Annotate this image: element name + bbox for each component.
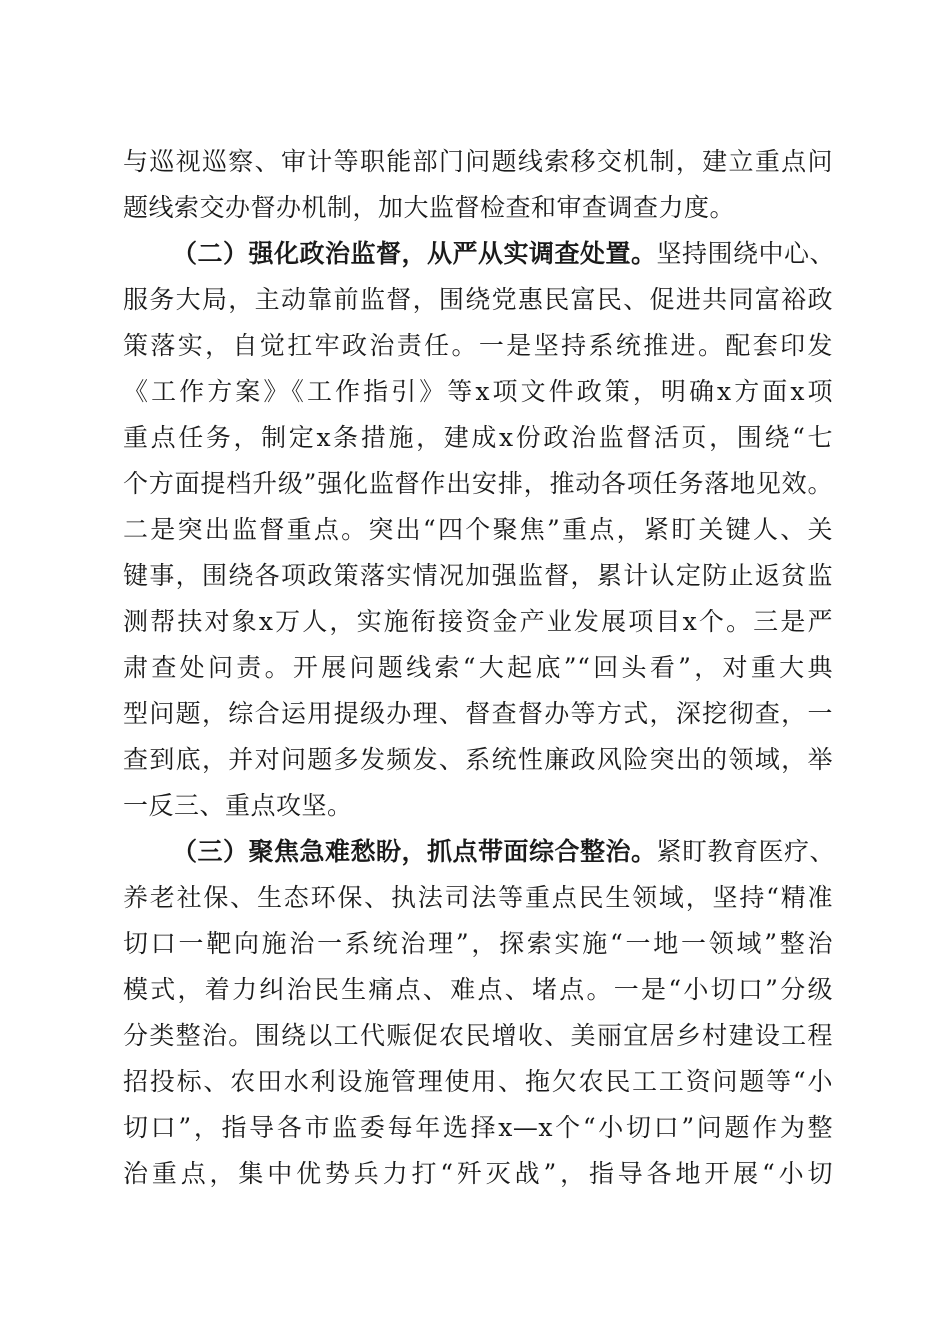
paragraph-line: 养老社保、生态环保、执法司法等重点民生领域，坚持“精准 [123,883,833,912]
paragraph-line: 查到底，并对问题多发频发、系统性廉政风险突出的领域，举 [123,745,833,774]
paragraph-first-line [172,232,836,276]
paragraph-first-line [172,830,836,874]
paragraph-line: 招投标、农田水利设施管理使用、拖欠农民工工资问题等“小 [123,1067,833,1096]
paragraph-line: 二是突出监督重点。突出“四个聚焦”重点，紧盯关键人、关 [123,515,833,544]
paragraph-line: 个方面提档升级”强化监督作出安排，推动各项任务落地见效。 [123,469,833,498]
paragraph-line: 策落实，自觉扛牢政治责任。一是坚持系统推进。配套印发 [123,331,833,360]
paragraph-line: 一反三、重点攻坚。 [123,791,353,820]
paragraph-line: 键事，围绕各项政策落实情况加强监督，累计认定防止返贫监 [123,561,833,590]
paragraph-line: 肃查处问责。开展问题线索“大起底”“回头看”，对重大典 [123,653,833,682]
section-heading: （二）强化政治监督，从严从实调查处置。 [172,239,657,268]
paragraph-line: 治重点，集中优势兵力打“歼灭战”，指导各地开展“小切 [123,1159,833,1188]
paragraph-text: 坚持围绕中心、 [656,239,836,268]
paragraph-line: 型问题，综合运用提级办理、督查督办等方式，深挖彻查，一 [123,699,833,728]
paragraph-text: 紧盯教育医疗、 [656,837,836,866]
section-heading: （三）聚焦急难愁盼，抓点带面综合整治。 [172,837,657,866]
paragraph-line: 与巡视巡察、审计等职能部门问题线索移交机制，建立重点问 [123,147,833,176]
paragraph-line: 《工作方案》《工作指引》等x项文件政策，明确x方面x项 [123,377,833,406]
paragraph-line: 题线索交办督办机制，加大监督检查和审查调查力度。 [123,193,736,222]
paragraph-line: 重点任务，制定x条措施，建成x份政治监督活页，围绕“七 [123,423,833,452]
paragraph-line: 分类整治。围绕以工代赈促农民增收、美丽宜居乡村建设工程 [123,1021,833,1050]
paragraph-line: 测帮扶对象x万人，实施衔接资金产业发展项目x个。三是严 [123,607,833,636]
paragraph-line: 切口”，指导各市监委每年选择x—x个“小切口”问题作为整 [123,1113,833,1142]
paragraph-line: 服务大局，主动靠前监督，围绕党惠民富民、促进共同富裕政 [123,285,833,314]
paragraph-line: 模式，着力纠治民生痛点、难点、堵点。一是“小切口”分级 [123,975,833,1004]
paragraph-line: 切口一靶向施治一系统治理”，探索实施“一地一领域”整治 [123,929,833,958]
